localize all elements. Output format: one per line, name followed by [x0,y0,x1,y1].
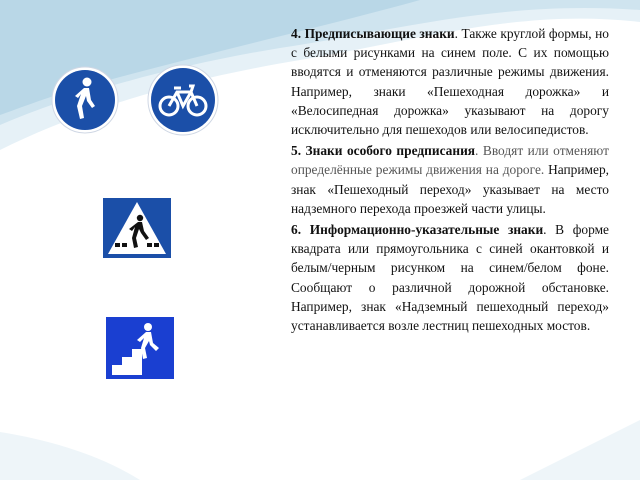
pedestrian-crossing-sign-icon [101,196,173,260]
section-body: Например, знак «Пешеходный переход» указывает на место надземного перехода проезжей части улицы. [291,162,610,216]
section-number: 6. [291,222,302,238]
section-lead: . Вводят или отменяют определённые режимы движения на дороге. [291,143,609,178]
pedestrian-path-sign-icon [51,66,119,134]
section-number: 5. [291,143,302,159]
section-6 [291,220,609,335]
section-4 [291,24,609,139]
section-body: формы, но с белыми рисунками на синем поле. С их помощью вводятся и отменяются различные режимы движения. Например, знаки «Пешеходная дорожка» и «Велосипедная дорожка» указывают на дорогу исключительно для пешеходов или велосипедистов. [291,26,609,138]
bicycle-path-sign-icon [147,64,219,136]
section-5 [291,141,609,218]
section-title: Предписывающие знаки [304,26,455,41]
section-title: Знаки особого предписания [305,143,476,159]
overpass-sign-icon [104,315,176,381]
text-block [291,24,609,337]
section-lead: . В форме квадрата или прямоугольника с синей окантовкой и белым/черным рисунком на синем/белом фоне. Сообщают о различной дорожной обстановке. Например, знак «Надземный пешеходный переход» устанавливается возле лестниц пешеходных мостов. [291,222,609,334]
section-number: 4. [291,26,302,41]
section-lead: . Также круглой [454,26,546,41]
section-title: Информационно-указательные знаки [309,222,544,238]
